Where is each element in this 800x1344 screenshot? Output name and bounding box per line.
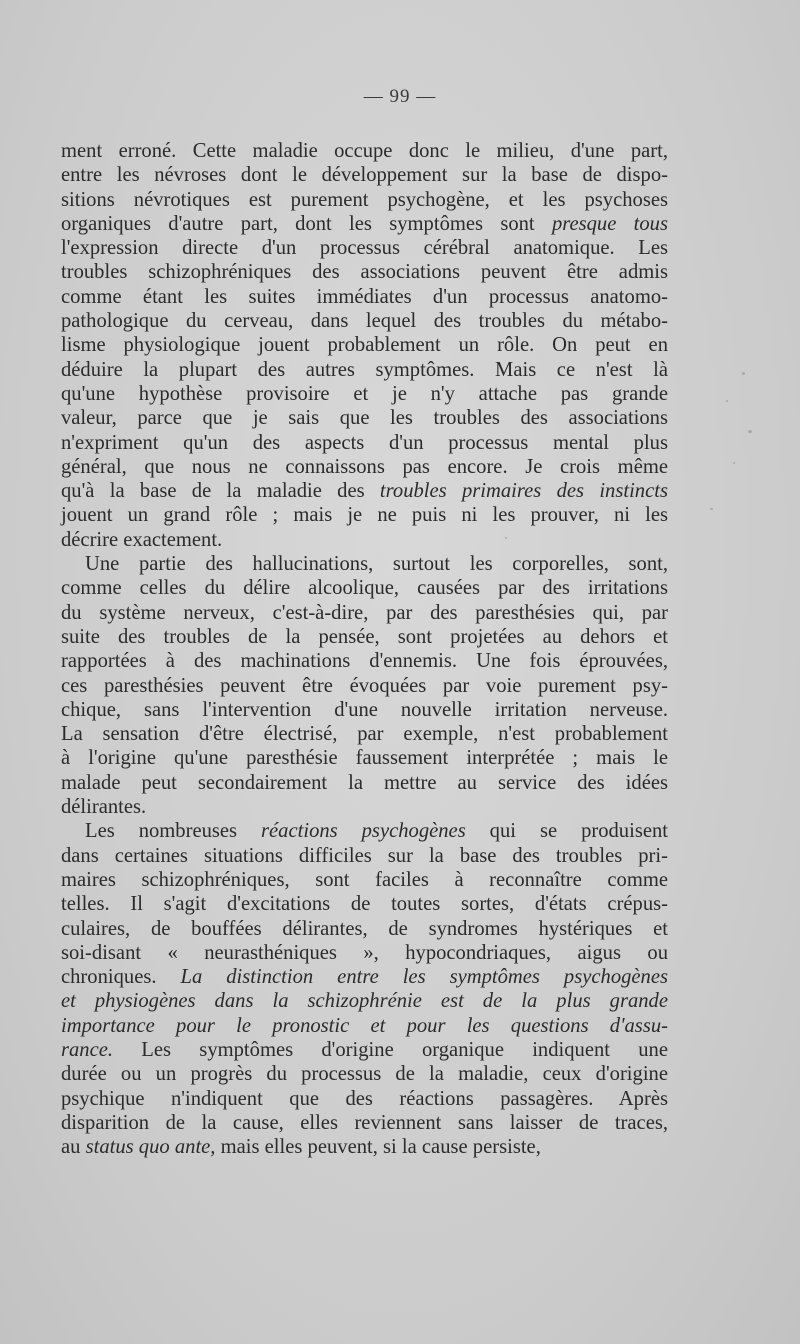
text-run: déduire la plupart des autres symptômes. Mais ce n'est là: [61, 358, 668, 381]
text-run: général, que nous ne connaissons pas encore. Je crois même: [61, 455, 668, 478]
text-line: [61, 989, 668, 1013]
text-line: [61, 576, 668, 600]
text-run: qu'une hypothèse provisoire et je n'y attache pas grande: [61, 382, 668, 405]
text-run: maires schizophréniques, sont faciles à reconnaître comme: [61, 868, 668, 891]
text-run: culaires, de bouffées délirantes, de syndromes hystériques et: [61, 917, 668, 940]
text-line: [61, 528, 668, 552]
page-number: — 99 —: [363, 86, 437, 107]
text-run: Une partie des hallucinations, surtout les corporelles, sont,: [85, 553, 668, 576]
scan-speck: [710, 508, 713, 510]
text-line: [61, 771, 668, 795]
italic-text: réactions psychogènes: [261, 820, 466, 843]
text-line: [61, 333, 668, 357]
text-run: rapportées à des machinations d'ennemis. Une fois éprouvées,: [61, 650, 668, 673]
text-run: troubles schizophréniques des associations peuvent être admis: [61, 261, 668, 284]
text-run: entre les névroses dont le développement sur la base de dispo-: [61, 164, 668, 187]
text-run: malade peut secondairement la mettre au service des idées: [61, 771, 668, 794]
text-line: [61, 163, 668, 187]
text-line: [61, 358, 668, 382]
text-run: ces paresthésies peuvent être évoquées par voie purement psy-: [61, 674, 668, 697]
text-line: [61, 917, 668, 941]
text-run: du système nerveux, c'est-à-dire, par des paresthésies qui, par: [61, 601, 668, 624]
text-line: [61, 1062, 668, 1086]
text-run: comme celles du délire alcoolique, causées par des irritations: [61, 577, 668, 600]
text-run: suite des troubles de la pensée, sont projetées au dehors et: [61, 625, 668, 648]
text-run: Les nombreuses: [85, 820, 262, 843]
text-line: [61, 406, 668, 430]
text-run: organiques d'autre part, dont les symptômes sont: [61, 212, 552, 235]
text-line: [61, 892, 668, 916]
italic-text: et physiogènes dans la schizophrénie est de la plus grande: [61, 990, 668, 1013]
text-run: lisme physiologique jouent probablement un rôle. On peut en: [61, 334, 668, 357]
text-line: [61, 941, 668, 965]
text-line: [61, 503, 668, 527]
text-line: [61, 868, 668, 892]
text-line: [61, 212, 668, 236]
text-run: jouent un grand rôle ; mais je ne puis ni les prouver, ni les: [61, 504, 668, 527]
text-line: [61, 188, 668, 212]
italic-text: status quo ante,: [85, 1136, 216, 1159]
text-line: [61, 795, 668, 819]
text-run: La sensation d'être électrisé, par exemple, n'est probablement: [61, 723, 668, 746]
text-run: qu'à la base de la maladie des: [61, 480, 380, 503]
text-run: pathologique du cerveau, dans lequel des troubles du métabo-: [61, 310, 668, 333]
text-line: [61, 649, 668, 673]
scan-speck: [505, 537, 507, 539]
italic-text: La distinction entre les symptômes psychogènes: [180, 966, 669, 989]
text-line: [61, 382, 668, 406]
scan-speck: [748, 430, 752, 433]
italic-text: importance pour le pronostic et pour les questions d'assu-: [61, 1014, 668, 1037]
text-run: décrire exactement.: [61, 528, 223, 551]
text-run: valeur, parce que je sais que les troubles des associations: [61, 407, 668, 430]
text-line: [61, 455, 668, 479]
text-line: [61, 625, 668, 649]
text-line: [61, 1038, 668, 1062]
text-line: [61, 1014, 668, 1038]
text-line: [61, 309, 668, 333]
text-line: [61, 236, 668, 260]
text-line: [61, 260, 668, 284]
text-run: Les symptômes d'origine organique indiquent une: [113, 1038, 668, 1061]
scan-speck: [733, 462, 735, 464]
text-run: disparition de la cause, elles reviennent sans laisser de traces,: [61, 1111, 668, 1134]
text-run: telles. Il s'agit d'excitations de toutes sortes, d'états crépus-: [61, 893, 668, 916]
scan-speck: [742, 372, 745, 375]
text-line: [61, 479, 668, 503]
text-line: [61, 965, 668, 989]
text-run: ment erroné. Cette maladie occupe donc le milieu, d'une part,: [61, 140, 668, 162]
text-line: [61, 1111, 668, 1135]
text-run: mais elles peuvent, si la cause persiste,: [215, 1136, 541, 1159]
text-run: l'expression directe d'un processus cérébral anatomique. Les: [61, 237, 668, 260]
text-run: chroniques.: [61, 966, 181, 989]
text-line: [61, 698, 668, 722]
text-line: [61, 746, 668, 770]
text-run: sitions névrotiques est purement psychogène, et les psychoses: [61, 188, 668, 211]
text-run: n'expriment qu'un des aspects d'un processus mental plus: [61, 431, 668, 454]
text-line: [61, 722, 668, 746]
text-line: [61, 285, 668, 309]
italic-text: presque tous: [551, 212, 668, 235]
text-run: au: [61, 1136, 86, 1159]
text-run: psychique n'indiquent que des réactions passagères. Après: [61, 1087, 668, 1110]
italic-text: troubles primaires des instincts: [379, 480, 668, 503]
text-line: [61, 1087, 668, 1111]
text-line: [61, 139, 668, 163]
text-run: délirantes.: [61, 796, 147, 819]
text-line: [61, 1135, 668, 1159]
text-run: chique, sans l'intervention d'une nouvelle irritation nerveuse.: [61, 698, 668, 721]
text-line: [61, 552, 668, 576]
text-line: [61, 431, 668, 455]
text-run: comme étant les suites immédiates d'un processus anatomo-: [61, 285, 668, 308]
text-run: qui se produisent: [465, 820, 669, 843]
text-line: [61, 601, 668, 625]
text-line: [61, 819, 668, 843]
text-run: soi-disant « neurasthéniques », hypocondriaques, aigus ou: [61, 941, 668, 964]
scan-speck: [726, 400, 728, 402]
italic-text: rance.: [61, 1038, 114, 1061]
text-line: [61, 674, 668, 698]
body-text: [61, 139, 668, 1159]
text-run: durée ou un progrès du processus de la maladie, ceux d'origine: [61, 1063, 668, 1086]
text-run: dans certaines situations difficiles sur la base des troubles pri-: [61, 844, 668, 867]
text-line: [61, 844, 668, 868]
text-run: à l'origine qu'une paresthésie faussement interprétée ; mais le: [61, 747, 668, 770]
